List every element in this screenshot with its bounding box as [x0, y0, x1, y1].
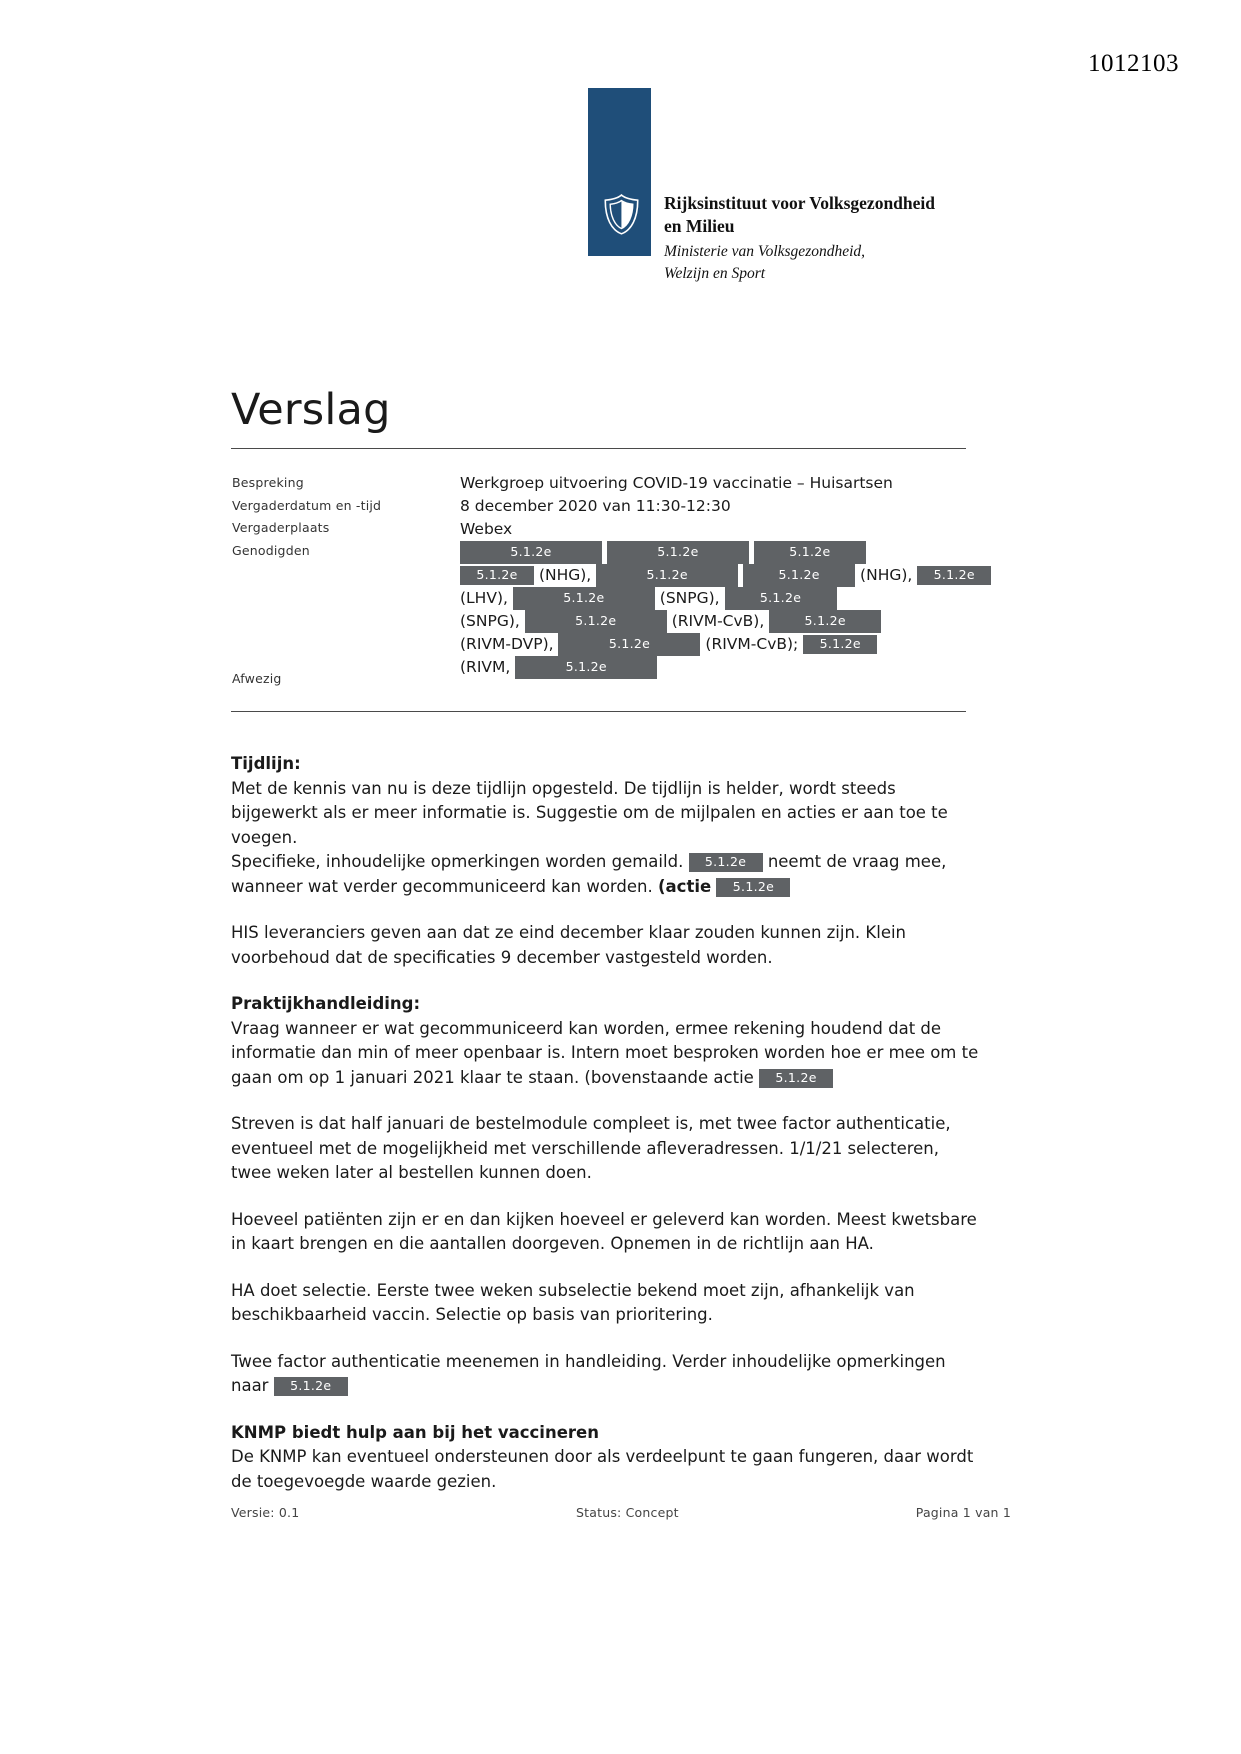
attendee-org-3: (LHV), — [460, 589, 508, 607]
practice-paragraph-1 — [231, 1017, 979, 1091]
timeline-paragraph-2 — [231, 850, 979, 899]
page-title: Verslag — [231, 385, 391, 435]
meta-divider — [231, 711, 966, 712]
logo-line-2: en Milieu — [664, 216, 735, 236]
attendee-line-4 — [460, 610, 980, 633]
footer-version: Versie: 0.1 — [231, 1505, 300, 1520]
redaction-chip: 5.1.2e — [460, 566, 534, 585]
meta-value-location: Webex — [460, 520, 513, 538]
logo-line-3: Ministerie van Volksgezondheid, — [664, 243, 866, 260]
attendee-line-3 — [460, 587, 980, 610]
redaction-chip: 5.1.2e — [743, 564, 855, 587]
footer-status: Status: Concept — [576, 1505, 679, 1520]
logo-line-1: Rijksinstituut voor Volksgezondheid — [664, 193, 936, 213]
timeline-paragraph-1: Met de kennis van nu is deze tijdlijn opgesteld. De tijdlijn is helder, wordt steeds bijgewerkt als er meer informatie is. Suggestie om de mijlpalen en acties er aan toe te voegen. — [231, 778, 948, 847]
attendee-line-5 — [460, 633, 980, 656]
redaction-chip: 5.1.2e — [716, 878, 790, 897]
attendee-line-2 — [460, 564, 980, 587]
practice-paragraph-5 — [231, 1350, 979, 1399]
timeline-p2-part-a: Specifieke, inhoudelijke opmerkingen worden gemaild. — [231, 852, 684, 871]
practice-p5-text: Twee factor authenticatie meenemen in handleiding. Verder inhoudelijke opmerkingen naar — [231, 1351, 946, 1395]
netherlands-coat-of-arms-icon: 🛡 — [596, 192, 647, 238]
logo-organisation-text — [664, 192, 954, 285]
redaction-chip: 5.1.2e — [274, 1377, 348, 1396]
practice-p1-text: Vraag wanneer er wat gecommuniceerd kan worden, ermee rekening houdend dat de informatie dan min of meer openbaar is. Intern moet besproken worden hoe er mee om te gaan om op 1 januari 2021 klaar te staan. (bovenstaande actie — [231, 1018, 979, 1087]
meta-label-attendees: Genodigden — [232, 542, 310, 558]
redaction-chip: 5.1.2e — [607, 541, 749, 564]
attendee-org-4: (SNPG), — [659, 589, 720, 607]
redaction-chip: 5.1.2e — [558, 633, 700, 656]
attendee-org-5: (SNPG), — [460, 612, 520, 630]
document-id-stamp: 1012103 — [1088, 50, 1179, 77]
attendee-line-1 — [460, 541, 980, 564]
redaction-chip: 5.1.2e — [754, 541, 866, 564]
redaction-chip: 5.1.2e — [759, 1069, 833, 1088]
attendee-org-9: (RIVM, — [460, 658, 511, 676]
timeline-paragraph-3: HIS leveranciers geven aan dat ze eind december klaar zouden kunnen zijn. Klein voorbehoud dat de specificaties 9 december vastgesteld worden. — [231, 923, 907, 967]
logo-line-4: Welzijn en Sport — [664, 265, 766, 282]
meta-label-location: Vergaderplaats — [232, 520, 330, 535]
meta-label-datetime: Vergaderdatum en -tijd — [232, 497, 382, 513]
document-body — [231, 752, 979, 1494]
footer-page-number: Pagina 1 van 1 — [915, 1505, 1011, 1520]
attendee-org-6: (RIVM-CvB), — [671, 612, 765, 630]
practice-paragraph-3: Hoeveel patiënten zijn er en dan kijken hoeveel er geleverd kan worden. Meest kwetsbare in kaart brengen en die aantallen doorgeven. Opnemen in de richtlijn aan HA. — [231, 1209, 977, 1253]
attendee-org-2: (NHG), — [860, 566, 913, 584]
redaction-chip: 5.1.2e — [803, 635, 877, 654]
title-divider — [231, 448, 966, 449]
practice-paragraph-4: HA doet selectie. Eerste twee weken subselectie bekend moet zijn, afhankelijk van beschikbaarheid vaccin. Selectie op basis van prioritering. — [231, 1280, 915, 1324]
knmp-paragraph-1: De KNMP kan eventueel ondersteunen door als verdeelpunt te gaan fungeren, daar wordt de toegevoegde waarde gezien. — [231, 1447, 974, 1491]
redaction-chip: 5.1.2e — [525, 610, 667, 633]
meta-label-subject: Bespreking — [232, 475, 304, 490]
section-heading-knmp: KNMP biedt hulp aan bij het vaccineren — [231, 1422, 599, 1442]
redaction-chip: 5.1.2e — [689, 853, 763, 872]
redaction-chip: 5.1.2e — [769, 610, 881, 633]
meta-label-absent: Afwezig — [232, 671, 282, 686]
redaction-chip: 5.1.2e — [917, 566, 991, 585]
meta-values — [460, 472, 980, 679]
meta-value-subject: Werkgroep uitvoering COVID-19 vaccinatie – Huisartsen — [460, 474, 893, 492]
practice-paragraph-2: Streven is dat half januari de bestelmodule compleet is, met twee factor authenticatie, eventueel met de mogelijkheid met verschillende afleveradressen. 1/1/21 selecteren, twee weken later al bestellen kunnen doen. — [231, 1114, 951, 1182]
redaction-chip: 5.1.2e — [725, 587, 837, 610]
timeline-p2-part-b: neemt de vraag mee, wanneer wat verder gecommuniceerd kan worden. — [231, 852, 947, 896]
redaction-chip: 5.1.2e — [515, 656, 657, 679]
rivm-logo — [588, 88, 948, 284]
redaction-chip: 5.1.2e — [513, 587, 655, 610]
meta-labels — [232, 472, 432, 691]
meta-value-datetime: 8 december 2020 van 11:30-12:30 — [460, 497, 731, 515]
section-heading-timeline: Tijdlijn: — [231, 754, 301, 773]
section-heading-practice-guide: Praktijkhandleiding: — [231, 994, 421, 1013]
attendee-list — [460, 541, 980, 679]
timeline-p2-action-label: (actie — [658, 876, 712, 896]
attendee-org-7: (RIVM-DVP), — [460, 635, 554, 653]
redaction-chip: 5.1.2e — [596, 564, 738, 587]
attendee-org-8: (RIVM-CvB); — [705, 635, 799, 653]
attendee-line-6 — [460, 656, 980, 679]
redaction-chip: 5.1.2e — [460, 541, 602, 564]
attendee-org-1: (NHG), — [538, 566, 592, 584]
